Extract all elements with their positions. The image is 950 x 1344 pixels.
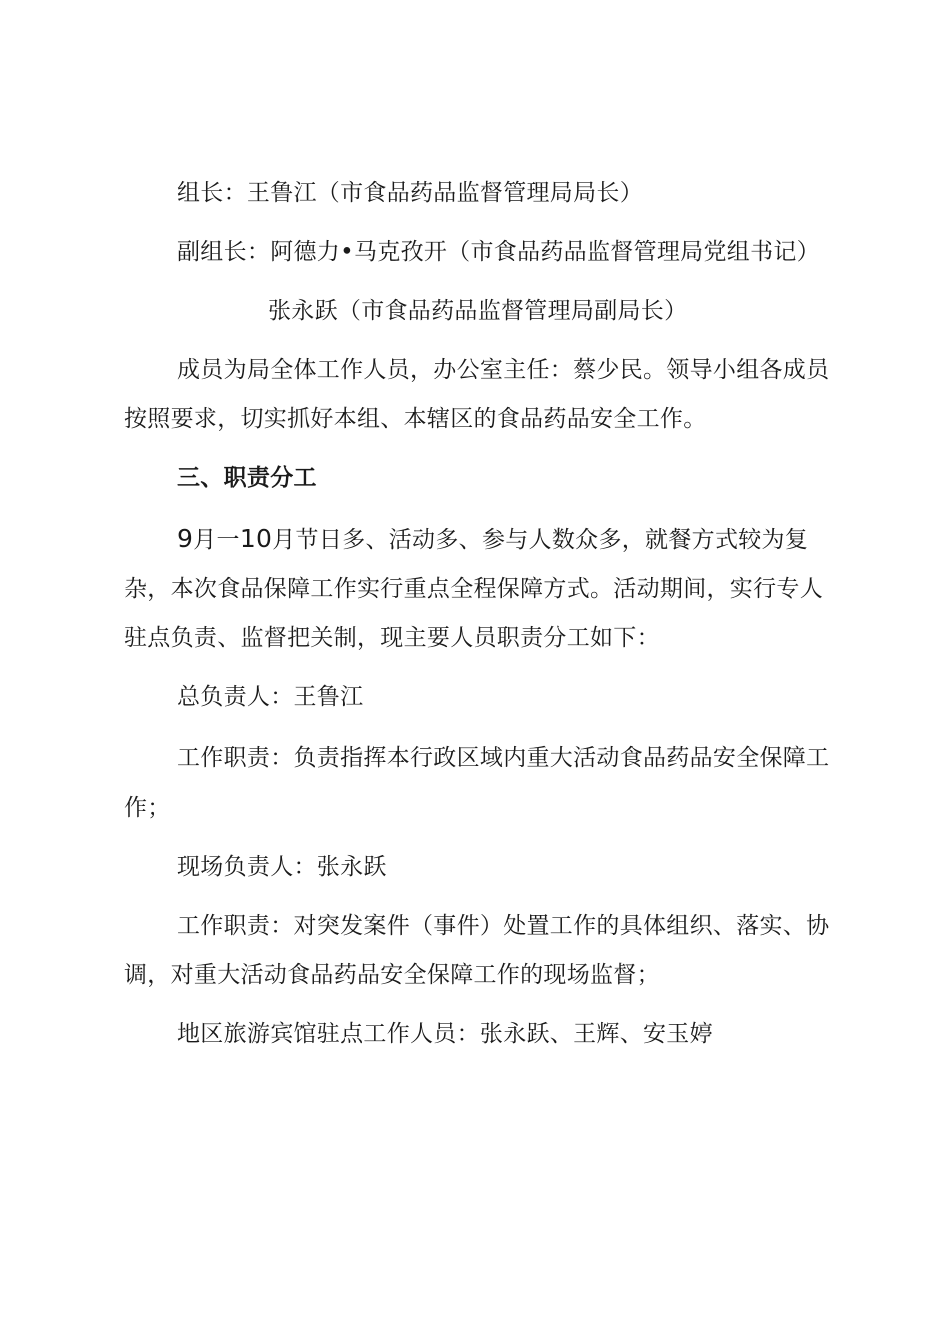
hotel-staff-line: 地区旅游宾馆驻点工作人员：张永跃、王辉、安玉婷: [177, 1021, 713, 1047]
deputy-leader-line-2: 张永跃（市食品药品监督管理局副局长）: [268, 298, 688, 324]
intro-number-9: 9: [177, 524, 194, 553]
intro-paragraph-line-1: [177, 524, 808, 555]
intro-paragraph-line-3: 驻点负责、监督把关制，现主要人员职责分工如下：: [124, 625, 660, 651]
members-paragraph-line-1: 成员为局全体工作人员，办公室主任：蔡少民。领导小组各成员: [177, 357, 830, 383]
onsite-responsible-line: 现场负责人：张永跃: [177, 854, 387, 880]
chief-responsible-line: 总负责人：王鲁江: [177, 684, 364, 710]
leader-line: 组长：王鲁江（市食品药品监督管理局局长）: [177, 180, 643, 206]
chief-duty-line-1: 工作职责：负责指挥本行政区域内重大活动食品药品安全保障工: [177, 745, 830, 771]
chief-duty-line-2: 作；: [124, 795, 171, 821]
onsite-duty-line-2: 调，对重大活动食品药品安全保障工作的现场监督；: [124, 962, 660, 988]
deputy-leader-line-1: 副组长：阿德力•马克孜开（市食品药品监督管理局党组书记）: [177, 239, 820, 265]
intro-text-segment-1: 月一: [193, 527, 240, 553]
intro-number-10: 10: [239, 524, 273, 553]
members-paragraph-line-2: 按照要求，切实抓好本组、本辖区的食品药品安全工作。: [124, 406, 707, 432]
intro-paragraph-line-2: 杂，本次食品保障工作实行重点全程保障方式。活动期间，实行专人: [124, 576, 823, 602]
onsite-duty-line-1: 工作职责：对突发案件（事件）处置工作的具体组织、落实、协: [177, 913, 830, 939]
section-three-heading: 三、职责分工: [177, 464, 317, 491]
intro-text-segment-2: 月节日多、活动多、参与人数众多，就餐方式较为复: [272, 527, 809, 553]
